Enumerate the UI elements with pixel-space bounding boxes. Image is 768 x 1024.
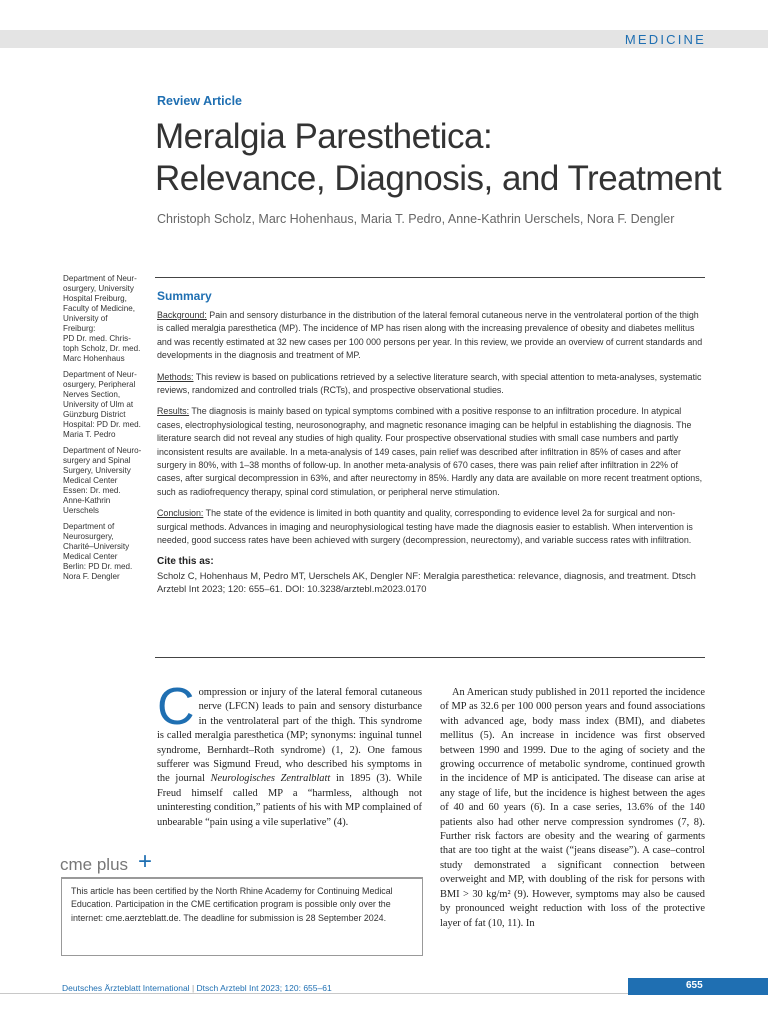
divider-top [155, 277, 705, 278]
conclusion-label: Conclusion: [157, 508, 204, 519]
drop-cap: C [157, 678, 195, 736]
summary-results [157, 405, 705, 499]
summary-conclusion [157, 507, 705, 547]
footer-separator: | [191, 983, 195, 993]
author-list: Christoph Scholz, Marc Hohenhaus, Maria T. Pedro, Anne-Kathrin Uerschels, Nora F. Dengler [157, 212, 675, 226]
section-label: MEDICINE [624, 32, 706, 47]
title-line-2: Relevance, Diagnosis, and Treatment [155, 159, 722, 198]
citation-text: Scholz C, Hohenhaus M, Pedro MT, Uerschels AK, Dengler NF: Meralgia paresthetica: relevance, diagnosis, and treatment. Dtsch Arztebl Int 2023; 120: 655–61. DOI: 10.3238/arztebl.m2023.0170 [157, 569, 696, 594]
title-line-1: Meralgia Paresthetica: [155, 117, 493, 156]
methods-label: Methods: [157, 371, 194, 382]
affiliation-essen: Department of Neuro- surgery and Spinal Surgery, University Medical Center Essen: Dr. med. Anne-Kathrin Uerschels [63, 446, 142, 515]
cme-plus-logo: cme plus [60, 855, 129, 874]
article-type: Review Article [157, 94, 242, 108]
affiliation-berlin: Department of Neurosurgery, Charité–University Medical Center Berlin: PD Dr. med. Nora F. Dengler [63, 522, 133, 581]
body-text-1: ompression or injury of the lateral femoral cutaneous nerve (LFCN) leads to pain and sensory disturbance in the ventrolateral part of the thigh. This syndrome is called meralgia paresthetica (MP; synonyms: inguinal tunnel syndrome, Bernhardt–Roth syndrome) (1, 2). One famous sufferer was Sigmund Freud, who described his symptoms in the journal [157, 687, 422, 785]
page-number: 655 [686, 980, 703, 991]
background-text: Pain and sensory disturbance in the distribution of the lateral femoral cutaneous nerve in the ventrolateral portion of the thigh is called meralgia paresthetica (MP). The incidence of MP has risen along with the increasing prevalence of obesity and diabetes mellitus and was recently estimated at 32 new cases per 100 000 persons per year. In this review, we provide an overview of current standards and developments in the diagnosis and treatment of MP. [157, 310, 703, 361]
summary-methods [157, 371, 705, 398]
journal-name: Neurologisches Zentralblatt [210, 773, 331, 785]
methods-text: This review is based on publications retrieved by a selective literature search, with special attention to meta-analyses, systematic reviews, randomized and controlled trials (RCTs), and prospective observational studies. [157, 371, 702, 396]
cme-notice: This article has been certified by the North Rhine Academy for Continuing Medical Education. Participation in the CME certification program is possible only over the internet: cme.aerzteblatt.de. The deadline for submission is 28 September 2024. [71, 886, 393, 923]
summary-section [157, 289, 705, 595]
body-column-left [157, 678, 422, 830]
body-column-right: An American study published in 2011 reported the incidence of MP as 32.6 per 100 000 person years and found associations with advanced age, body mass index (BMI), and diabetes mellitus (5). An increase in incidence was first observed between 1990 and 1999. Due to the aging of society and the growing occurrence of metabolic syndrome, continued growth in the incidence of MP is anticipated. The disease can arise at any stage of life, but the incidence is highest between the ages of 40 and 60 years (6). In a case series, 13.6% of the 140 patients also had other nerve compression syndromes (7, 8). Further risk factors are obesity and the wearing of garments that are too tight at the waist (“jeans disease”). A case–control study demonstrated a significant connection between overweight and MP, with doubling of the risk for persons with BMI > 30 kg/m² (9). However, symptoms may also be caused by pronounced weight reduction with loss of the protective layer of fat (10, 11). In [440, 687, 705, 929]
summary-heading: Summary [157, 289, 212, 303]
footer-citation [62, 983, 332, 993]
body-text-2: in 1895 (3). While Freud himself called MP a “harmless, although not uninteresting condition,” patients of his with MP complained of unbearable “pain using a vile superlative” (4). [157, 773, 422, 828]
results-label: Results: [157, 406, 190, 417]
background-label: Background: [157, 310, 207, 320]
affiliations [63, 274, 149, 588]
conclusion-text: The state of the evidence is limited in both quantity and quality, corresponding to evidence level 2a for surgical and non-surgical methods. Advances in imaging and neurophysiological testing have made the diagnosis easier to establish. When intervention is needed, good success rates have been achieved with surgery (decompression, neurectomy), and variable success rates with infiltration. [157, 508, 693, 546]
divider-middle [155, 657, 705, 658]
article-title [155, 116, 755, 200]
footer-reference: Dtsch Arztebl Int 2023; 120: 655–61 [196, 983, 332, 993]
cite-heading: Cite this as: [157, 555, 214, 567]
affiliation-freiburg: Department of Neur- osurgery, University Hospital Freiburg, Faculty of Medicine, University of Freiburg: PD Dr. med. Chris- toph Scholz, Dr. med. Marc Hohenhaus [63, 274, 141, 363]
affiliation-ulm: Department of Neur- osurgery, Peripheral Nerves Section, University of Ulm at Günzburg District Hospital: PD Dr. med. Maria T. Pedro [63, 370, 141, 439]
footer-journal: Deutsches Ärzteblatt International [62, 983, 190, 993]
plus-icon: + [138, 848, 153, 875]
summary-background [157, 309, 705, 363]
results-text: The diagnosis is mainly based on typical symptoms combined with a positive response to an infiltration procedure. In atypical cases, electrophysiological testing, neurosonography, and magnetic resonance imaging can be helpful in establishing the diagnosis. The literature search did not reveal any studies of high quality. Four prospective observational studies with small case numbers and partly inconsistent results are available. In a meta-analysis of 149 cases, pain relief was described after infiltration in 85% of cases and after surgery in 80%, with 1–38 months of follow-up. In another meta-analysis of 670 cases, there was pain relief after infiltration in 22% of cases, after surgical decompression in 63%, and after neurectomy in 85%. Hardly any data are available on more recent treatment options, such as radiofrequency therapy, spinal cord stimulation, or peripheral nerve stimulation. [157, 406, 703, 497]
